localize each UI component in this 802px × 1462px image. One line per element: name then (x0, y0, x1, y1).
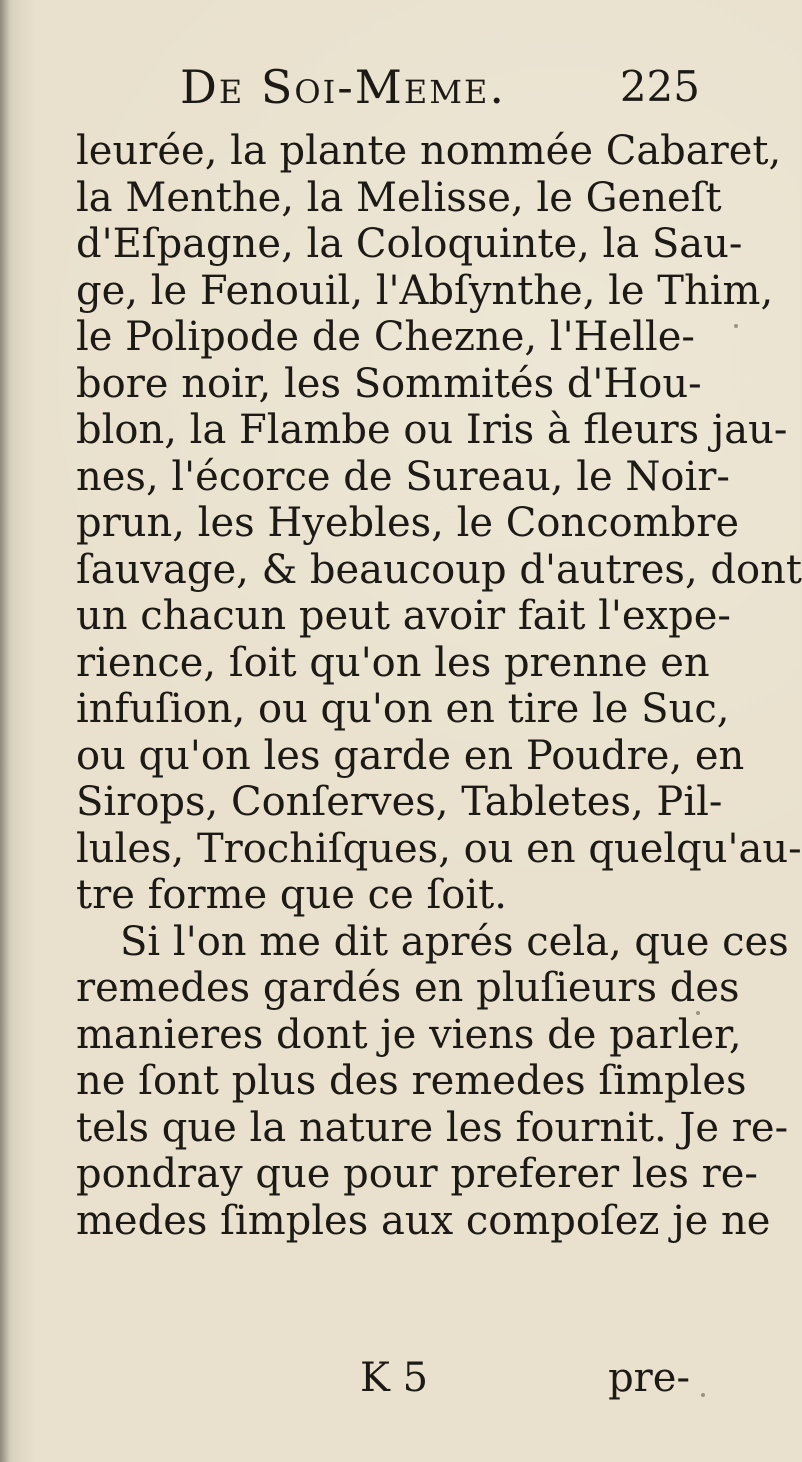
text-line: infuſion, ou qu'on en tire le Suc, (76, 686, 730, 732)
body-text (76, 128, 802, 1244)
text-line: Sirops, Conſerves, Tabletes, Pil- (76, 779, 723, 825)
text-line: blon, la Flambe ou Iris à fleurs jau- (76, 407, 788, 453)
text-line: lules, Trochiſques, ou en quelqu'au- (76, 825, 802, 872)
binding-shadow (0, 0, 10, 1462)
text-line: bore noir, les Sommités d'Hou- (76, 360, 702, 407)
text-line: d'Eſpagne, la Coloquinte, la Sau- (76, 221, 743, 267)
page-number: 225 (619, 62, 700, 111)
signature-mark: K 5 (360, 1355, 429, 1401)
text-line: la Menthe, la Melisse, le Geneſt (76, 174, 722, 221)
paper-speck (696, 1011, 700, 1015)
text-line: ne ſont plus des remedes ſimples (76, 1058, 747, 1104)
text-line: tels que la nature les fournit. Je re- (76, 1104, 789, 1151)
page-header (180, 60, 700, 122)
text-line: medes ſimples aux compoſez je ne (76, 1197, 771, 1244)
text-line: ou qu'on les garde en Poudre, en (76, 732, 745, 779)
text-line: ge, le Fenouil, l'Abſynthe, le Thim, (76, 267, 774, 314)
paper-speck (734, 324, 738, 328)
paper-speck (701, 1393, 705, 1397)
text-line: rience, ſoit qu'on les prenne en (76, 639, 710, 686)
text-line: tre forme que ce ſoit. (76, 872, 507, 918)
running-title: De Soi-Meme. (180, 60, 506, 114)
text-line: prun, les Hyebles, le Concombre (76, 500, 740, 546)
catchword: pre- (608, 1355, 690, 1401)
text-line: leurée, la plante nommée Cabaret, (76, 128, 782, 174)
text-line: un chacun peut avoir fait l'expe- (76, 593, 731, 639)
text-line: le Polipode de Chezne, l'Helle- (76, 314, 695, 360)
page-footer (360, 1355, 690, 1408)
text-line: pondray que pour preferer les re- (76, 1151, 758, 1197)
text-line: remedes gardés en pluſieurs des (76, 965, 740, 1011)
text-line: ſauvage, & beaucoup d'autres, dont (76, 546, 802, 593)
paragraph-start-line: Si l'on me dit aprés cela, que ces (120, 918, 789, 965)
text-line: manieres dont je viens de parler, (76, 1011, 742, 1058)
text-line: nes, l'écorce de Sureau, le Noir- (76, 453, 730, 500)
